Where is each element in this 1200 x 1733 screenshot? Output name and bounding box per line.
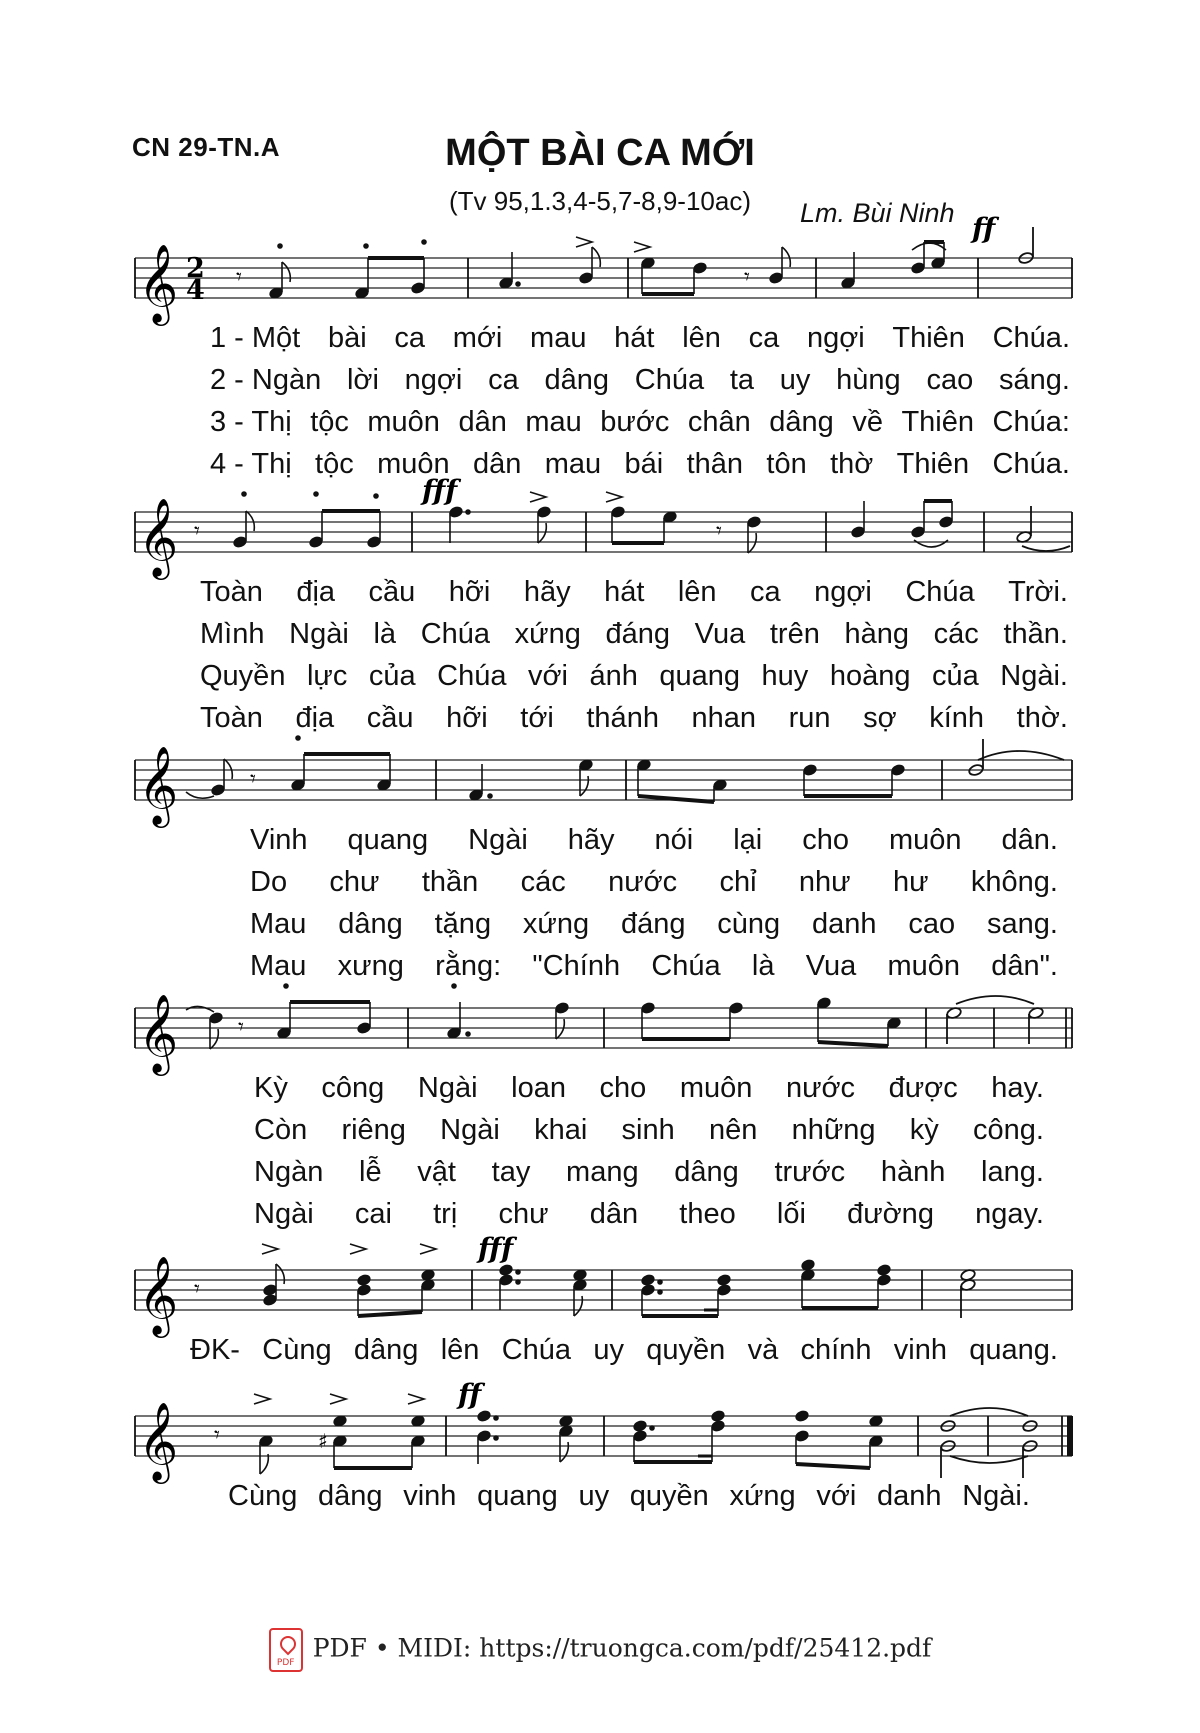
lyric-syllable: công: [321, 1072, 385, 1104]
lyric-syllable: thần: [421, 866, 479, 898]
lyric-syllable: lễ: [359, 1156, 382, 1188]
lyric-syllable: 4 - Thị: [210, 448, 292, 480]
lyric-syllable: đáng: [620, 908, 686, 940]
lyric-syllable: Mau: [250, 950, 307, 982]
treble-clef-icon: 𝄞: [138, 746, 179, 825]
lyric-syllable: quang: [347, 824, 429, 856]
eighth-rest: 𝄾: [194, 1277, 200, 1302]
eighth-rest: 𝄾: [194, 519, 200, 544]
lyrics-line: [254, 1194, 1044, 1234]
lyric-syllable: sinh: [621, 1114, 675, 1146]
lyric-syllable: lại: [733, 824, 763, 856]
lyric-syllable: xứng: [522, 908, 590, 940]
lyric-syllable: đường: [847, 1198, 934, 1230]
lyric-syllable: tay: [491, 1156, 531, 1188]
lyric-syllable: dâng: [769, 406, 834, 438]
lyric-syllable: run: [788, 702, 831, 734]
lyrics-line: [228, 1476, 1030, 1516]
lyric-syllable: sáng.: [998, 364, 1070, 396]
lyric-syllable: của: [931, 660, 979, 692]
lyric-syllable: hoàng: [829, 660, 911, 692]
lyric-syllable: nước: [786, 1072, 856, 1104]
lyric-syllable: hay.: [991, 1072, 1044, 1104]
notes-measure-2: [499, 237, 600, 289]
lyric-syllable: dâng: [353, 1334, 419, 1366]
lyric-syllable: rằng:: [435, 950, 502, 982]
lyric-syllable: 1 - Một: [210, 322, 301, 354]
lyric-syllable: hãy: [523, 576, 571, 608]
lyric-syllable: chư: [498, 1198, 549, 1230]
lyric-syllable: mau: [525, 406, 582, 438]
lyrics-line: [210, 318, 1070, 358]
notes-measure-1: [269, 240, 426, 299]
lyrics-line: [250, 820, 1058, 860]
lyric-syllable: cho: [599, 1072, 647, 1104]
lyric-syllable: các: [933, 618, 979, 650]
lyric-syllable: hãy: [567, 824, 615, 856]
lyric-syllable: cầu: [366, 702, 414, 734]
lyric-syllable: quang.: [969, 1334, 1058, 1366]
lyric-syllable: Ngài: [417, 1072, 478, 1104]
lyric-syllable: lực: [306, 660, 348, 692]
eighth-rest: 𝄾: [214, 1423, 220, 1448]
lyrics-line: [190, 1330, 1058, 1370]
lyric-syllable: tặng: [434, 908, 492, 940]
staff-system-5: [0, 1232, 1200, 1335]
lyric-syllable: thờ.: [1016, 702, 1068, 734]
lyric-syllable: ngay.: [975, 1198, 1044, 1230]
lyric-syllable: bài: [327, 322, 367, 354]
lyric-syllable: Chúa.: [992, 322, 1070, 354]
lyric-syllable: địa: [295, 702, 335, 734]
lyric-syllable: Vua: [694, 618, 746, 650]
lyric-syllable: dân: [458, 406, 507, 438]
lyric-syllable: ta: [729, 364, 755, 396]
lyric-syllable: theo: [679, 1198, 736, 1230]
lyric-syllable: Chúa: [651, 950, 721, 982]
treble-clef-icon: 𝄞: [138, 244, 179, 323]
lyric-syllable: Cùng: [262, 1334, 332, 1366]
lyrics-line: [200, 656, 1068, 696]
lyric-syllable: xứng: [514, 618, 581, 650]
lyric-syllable: sang.: [987, 908, 1058, 940]
dynamic-fff: fff: [478, 1232, 514, 1265]
lyric-syllable: "Chính: [532, 950, 621, 982]
lyric-syllable: về: [852, 406, 883, 438]
lyric-syllable: và: [747, 1334, 779, 1366]
staff-lines: [135, 760, 1072, 800]
lyric-syllable: danh: [812, 908, 877, 940]
lyric-syllable: là: [373, 618, 397, 650]
eighth-rest: 𝄾: [238, 1015, 244, 1040]
lyric-syllable: Ngài: [289, 618, 349, 650]
notes-measure-4: [841, 242, 946, 289]
lyric-syllable: tộc: [310, 406, 349, 438]
lyric-syllable: dân.: [1001, 824, 1058, 856]
lyric-syllable: ngợi: [806, 322, 865, 354]
lyric-syllable: Mình: [200, 618, 265, 650]
lyric-syllable: 2 - Ngàn: [210, 364, 322, 396]
lyric-syllable: thần.: [1003, 618, 1068, 650]
lyric-syllable: thờ: [830, 448, 874, 480]
lyric-syllable: vật: [417, 1156, 456, 1188]
lyric-syllable: tôn: [766, 448, 807, 480]
lyric-syllable: không.: [970, 866, 1058, 898]
lyric-syllable: nên: [708, 1114, 758, 1146]
lyric-syllable: dân: [589, 1198, 639, 1230]
lyric-syllable: mang: [566, 1156, 639, 1188]
lyric-syllable: loan: [511, 1072, 566, 1104]
lyric-syllable: hàng: [844, 618, 910, 650]
lyric-syllable: lên: [682, 322, 721, 354]
lyric-syllable: với: [816, 1480, 857, 1512]
lyric-syllable: các: [520, 866, 566, 898]
lyric-syllable: mau: [530, 322, 587, 354]
treble-clef-icon: 𝄞: [138, 994, 179, 1073]
lyric-syllable: Vinh: [250, 824, 308, 856]
lyric-syllable: cùng: [717, 908, 781, 940]
lyric-syllable: muôn: [367, 406, 440, 438]
lyric-syllable: hành: [880, 1156, 946, 1188]
staff-system-4: [0, 970, 1200, 1073]
staff-lines: [135, 512, 1072, 552]
lyric-syllable: Trời.: [1008, 576, 1068, 608]
lyric-syllable: cao: [926, 364, 974, 396]
lyric-syllable: là: [751, 950, 775, 982]
lyric-syllable: xứng: [729, 1480, 796, 1512]
lyric-syllable: như: [798, 866, 851, 898]
lyric-syllable: Cùng: [228, 1480, 298, 1512]
lyric-syllable: uy: [593, 1334, 624, 1366]
lyric-syllable: lên: [677, 576, 717, 608]
lyric-syllable: Chúa: [501, 1334, 572, 1366]
song-title: MỘT BÀI CA MỚI: [445, 132, 755, 174]
lyric-syllable: hát: [614, 322, 655, 354]
lyric-syllable: dâng: [544, 364, 610, 396]
lyric-syllable: muôn: [888, 824, 962, 856]
notes-measure-5: [1018, 227, 1034, 265]
lyric-syllable: kính: [929, 702, 985, 734]
lyric-syllable: xưng: [337, 950, 404, 982]
lyric-syllable: dâng: [318, 1480, 383, 1512]
lyric-syllable: 3 - Thị: [210, 406, 292, 438]
lyrics-line: [250, 862, 1058, 902]
lyric-syllable: dân".: [991, 950, 1058, 982]
lyric-syllable: Ngài.: [1000, 660, 1068, 692]
time-signature-top: 2: [186, 253, 205, 284]
composer: Lm. Bùi Ninh: [800, 198, 955, 228]
lyric-syllable: với: [527, 660, 568, 692]
lyric-syllable: danh: [877, 1480, 942, 1512]
lyric-syllable: Chúa:: [992, 406, 1070, 438]
lyric-syllable: huy: [761, 660, 809, 692]
lyric-syllable: hỡi: [448, 576, 491, 608]
lyric-syllable: Ngài: [468, 824, 528, 856]
lyric-syllable: muôn: [887, 950, 961, 982]
lyric-syllable: cao: [908, 908, 956, 940]
lyric-syllable: quyền: [646, 1334, 726, 1366]
lyric-syllable: Quyền: [200, 660, 286, 692]
lyric-syllable: địa: [296, 576, 336, 608]
pdf-file-icon: [269, 1628, 303, 1672]
staff-system-2: [0, 474, 1200, 577]
lyric-syllable: Mau: [250, 908, 307, 940]
treble-clef-icon: 𝄞: [138, 498, 179, 577]
lyric-syllable: hát: [604, 576, 645, 608]
lyric-syllable: Toàn: [200, 576, 263, 608]
lyric-syllable: hư: [892, 866, 929, 898]
lyric-syllable: của: [368, 660, 416, 692]
lyrics-line: [254, 1110, 1044, 1150]
lyric-syllable: mau: [544, 448, 602, 480]
lyric-syllable: vinh: [403, 1480, 457, 1512]
lyric-syllable: tộc: [315, 448, 354, 480]
lyric-syllable: cầu: [368, 576, 416, 608]
lyric-syllable: ca: [750, 576, 781, 608]
treble-clef-icon: 𝄞: [138, 1256, 179, 1335]
lyrics-line: [210, 402, 1070, 442]
lyric-syllable: Thiên: [901, 406, 975, 438]
lyrics-line: [200, 614, 1068, 654]
lyrics-line: [254, 1068, 1044, 1108]
lyric-syllable: bước: [600, 406, 670, 438]
lyric-syllable: ánh: [589, 660, 638, 692]
lyric-syllable: Vua: [805, 950, 857, 982]
lyric-syllable: trị: [433, 1198, 458, 1230]
psalm-reference: (Tv 95,1.3,4-5,7-8,9-10ac): [448, 186, 752, 216]
lyric-syllable: hỡi: [446, 702, 488, 734]
lyric-syllable: uy: [578, 1480, 610, 1512]
lyric-syllable: ca: [748, 322, 780, 354]
lyric-syllable: vinh: [893, 1334, 947, 1366]
lyric-syllable: trên: [769, 618, 820, 650]
lyric-syllable: mới: [452, 322, 503, 354]
lyric-syllable: dâng: [674, 1156, 739, 1188]
dynamic-fff: fff: [422, 474, 458, 507]
lyric-syllable: những: [791, 1114, 876, 1146]
lyric-syllable: lên: [440, 1334, 480, 1366]
lyric-syllable: muôn: [377, 448, 450, 480]
lyric-syllable: trước: [774, 1156, 846, 1188]
lyric-syllable: riêng: [341, 1114, 406, 1146]
eighth-rest: 𝄾: [716, 519, 722, 544]
lyric-syllable: chính: [800, 1334, 872, 1366]
lyric-syllable: hùng: [836, 364, 901, 396]
lyric-syllable: ngợi: [814, 576, 872, 608]
lyric-syllable: Còn: [254, 1114, 308, 1146]
lyric-syllable: nói: [654, 824, 694, 856]
lyrics-line: [254, 1152, 1044, 1192]
song-code: CN 29-TN.A: [132, 132, 281, 162]
lyric-syllable: Thiên: [892, 322, 965, 354]
eighth-rest: 𝄾: [744, 265, 750, 290]
lyric-syllable: Chúa: [905, 576, 975, 608]
eighth-rest: 𝄾: [250, 767, 256, 792]
lyric-syllable: ca: [488, 364, 519, 396]
lyric-syllable: đáng: [605, 618, 671, 650]
dynamic-ff: ff: [972, 212, 996, 245]
lyric-syllable: lang.: [981, 1156, 1044, 1188]
lyric-syllable: thánh: [586, 702, 659, 734]
lyric-syllable: công.: [972, 1114, 1044, 1146]
lyric-syllable: cho: [802, 824, 849, 856]
staff-system-3: [0, 722, 1200, 825]
dynamic-ff: ff: [458, 1378, 482, 1411]
footer-text[interactable]: PDF • MIDI: https://truongca.com/pdf/25412.pdf: [312, 1633, 932, 1663]
lyric-syllable: Chúa: [437, 660, 507, 692]
lyrics-line: [200, 572, 1068, 612]
lyrics-line: [250, 904, 1058, 944]
lyric-syllable: ĐK-: [190, 1334, 240, 1366]
lyric-syllable: nhan: [691, 702, 757, 734]
lyric-syllable: dâng: [338, 908, 403, 940]
lyric-syllable: tới: [520, 702, 554, 734]
lyric-syllable: lời: [346, 364, 379, 396]
lyric-syllable: Ngàn: [254, 1156, 324, 1188]
sharp-accidental: ♯: [318, 1429, 328, 1453]
treble-clef-icon: 𝄞: [138, 1402, 179, 1481]
lyric-syllable: chư: [329, 866, 380, 898]
lyric-syllable: thân: [686, 448, 744, 480]
lyric-syllable: bái: [624, 448, 664, 480]
lyrics-line: [210, 360, 1070, 400]
lyric-syllable: Ngài: [440, 1114, 500, 1146]
lyric-syllable: quyền: [629, 1480, 709, 1512]
lyric-syllable: khai: [534, 1114, 588, 1146]
lyric-syllable: quang: [477, 1480, 558, 1512]
lyric-syllable: uy: [779, 364, 811, 396]
lyric-syllable: Ngài: [254, 1198, 314, 1230]
lyric-syllable: chỉ: [719, 866, 757, 898]
lyric-syllable: được: [888, 1072, 958, 1104]
lyric-syllable: Do: [250, 866, 288, 898]
lyric-syllable: sợ: [863, 702, 897, 734]
lyric-syllable: nước: [608, 866, 678, 898]
lyric-syllable: dân: [472, 448, 522, 480]
lyric-syllable: cai: [354, 1198, 392, 1230]
lyric-syllable: muôn: [679, 1072, 753, 1104]
lyric-syllable: Thiên: [896, 448, 970, 480]
time-signature-bottom: 4: [186, 275, 205, 306]
lyric-syllable: Chúa: [420, 618, 491, 650]
staff-system-6: [0, 1378, 1200, 1481]
lyric-syllable: ca: [394, 322, 425, 354]
lyric-syllable: quang: [659, 660, 741, 692]
lyric-syllable: Ngài.: [962, 1480, 1030, 1512]
lyric-syllable: ngợi: [404, 364, 463, 396]
eighth-rest: 𝄾: [236, 265, 242, 290]
footer-link[interactable]: [0, 1628, 1200, 1672]
lyric-syllable: Kỳ: [254, 1072, 288, 1104]
lyric-syllable: lối: [776, 1198, 806, 1230]
lyric-syllable: chân: [687, 406, 751, 438]
lyric-syllable: kỳ: [909, 1114, 939, 1146]
lyric-syllable: Chúa.: [992, 448, 1070, 480]
lyric-syllable: Chúa: [634, 364, 705, 396]
lyric-syllable: Toàn: [200, 702, 263, 734]
